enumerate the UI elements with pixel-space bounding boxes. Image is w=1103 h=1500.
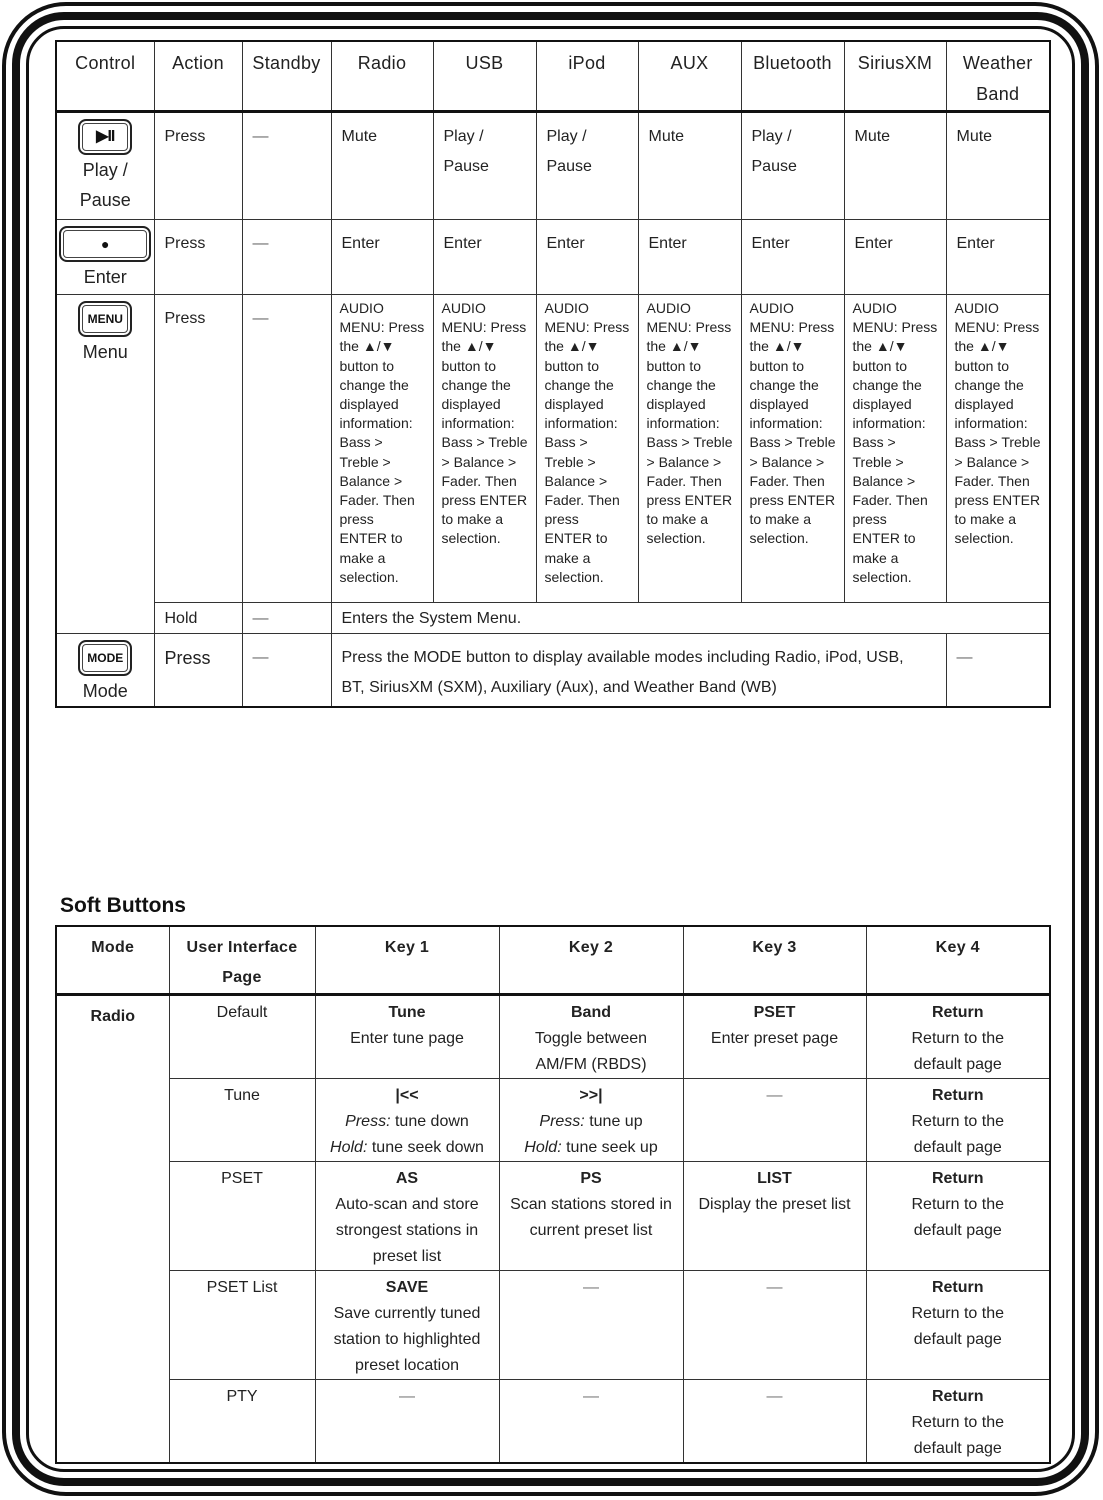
- page-cell: Tune: [169, 1079, 315, 1162]
- row-mode: [56, 634, 1050, 708]
- header-ipod: iPod: [536, 41, 638, 112]
- standby-cell: —: [242, 112, 331, 220]
- row-menu-hold: [56, 603, 1050, 634]
- ipod-cell: Play / Pause: [536, 112, 638, 220]
- key-name: >>|: [579, 1087, 603, 1104]
- key3-cell: [683, 1162, 866, 1271]
- standby-cell: —: [242, 634, 331, 708]
- row-play-pause: [56, 112, 1050, 220]
- press-label: Press:: [539, 1113, 585, 1130]
- bluetooth-cell: AUDIO MENU: Press the ▲/▼ button to change the displayed information: Bass > Treble > Balance > Fader. Then press ENTER to make a selection.: [741, 295, 844, 603]
- soft-row-tune: [56, 1079, 1050, 1162]
- key-name: Return: [931, 1279, 984, 1296]
- key-desc: [506, 1135, 677, 1161]
- action-cell: Press: [154, 634, 242, 708]
- key-desc: Save currently tuned station to highlighted preset location: [333, 1305, 481, 1374]
- header-mode: Mode: [56, 926, 169, 995]
- key2-cell: —: [499, 1271, 683, 1380]
- key2-cell: —: [499, 1380, 683, 1464]
- usb-cell: Play / Pause: [433, 112, 536, 220]
- key-name: LIST: [757, 1170, 792, 1187]
- bluetooth-cell: Play / Pause: [741, 112, 844, 220]
- key3-cell: —: [683, 1079, 866, 1162]
- radio-cell: Mute: [331, 112, 433, 220]
- page-cell: PSET List: [169, 1271, 315, 1380]
- key-desc: Return to the default page: [911, 1030, 1004, 1073]
- soft-buttons-title: Soft Buttons: [60, 894, 186, 917]
- weather-cell: —: [946, 634, 1050, 708]
- control-play-pause: [56, 112, 154, 220]
- key-name: PSET: [753, 1004, 796, 1021]
- key2-cell: [499, 995, 683, 1079]
- press-text: tune down: [394, 1113, 469, 1130]
- ipod-cell: AUDIO MENU: Press the ▲/▼ button to change the displayed information: Bass > Treble > Balance > Fader. Then press ENTER to make a selection.: [536, 295, 638, 603]
- header-key-4: Key 4: [866, 926, 1050, 995]
- weather-cell: Mute: [946, 112, 1050, 220]
- header-control: Control: [56, 41, 154, 112]
- press-text: tune up: [589, 1113, 643, 1130]
- key-desc: [506, 1109, 677, 1135]
- siriusxm-cell: AUDIO MENU: Press the ▲/▼ button to change the displayed information: Bass > Treble > Balance > Fader. Then press ENTER to make a selection.: [844, 295, 946, 603]
- action-cell: Press: [154, 295, 242, 603]
- key-name: AS: [395, 1170, 419, 1187]
- key-desc: Return to the default page: [911, 1414, 1004, 1457]
- key-desc: Toggle between AM/FM (RBDS): [534, 1030, 648, 1073]
- hold-label: Hold:: [524, 1139, 562, 1156]
- soft-buttons-table: [55, 925, 1051, 1464]
- key4-cell: [866, 1162, 1050, 1271]
- key1-cell: [315, 1271, 499, 1380]
- press-label: Press:: [345, 1113, 391, 1130]
- control-label: Play / Pause: [79, 160, 131, 210]
- key-desc: Return to the default page: [911, 1196, 1004, 1239]
- control-enter: [56, 220, 154, 295]
- header-aux: AUX: [638, 41, 741, 112]
- key3-cell: [683, 995, 866, 1079]
- page-cell: PSET: [169, 1162, 315, 1271]
- radio-cell: Enter: [331, 220, 433, 295]
- soft-row-pset: [56, 1162, 1050, 1271]
- key-name: Return: [931, 1170, 984, 1187]
- page-cell: PTY: [169, 1380, 315, 1464]
- siriusxm-cell: Mute: [844, 112, 946, 220]
- play-pause-icon: ▶II: [78, 119, 132, 155]
- key3-cell: —: [683, 1271, 866, 1380]
- radio-cell: AUDIO MENU: Press the ▲/▼ button to change the displayed information: Bass > Treble > Balance > Fader. Then press ENTER to make a selection.: [331, 295, 433, 603]
- key3-cell: —: [683, 1380, 866, 1464]
- key-name: Return: [931, 1004, 984, 1021]
- key2-cell: [499, 1079, 683, 1162]
- mode-description-cell: Press the MODE button to display available modes including Radio, iPod, USB, BT, SiriusXM (SXM), Auxiliary (Aux), and Weather Band (WB): [331, 634, 946, 708]
- hold-description-cell: Enters the System Menu.: [331, 603, 1050, 634]
- action-cell: Hold: [154, 603, 242, 634]
- key-desc: Enter tune page: [350, 1030, 464, 1047]
- bluetooth-cell: Enter: [741, 220, 844, 295]
- key-desc: [322, 1109, 493, 1135]
- enter-dot-icon: ●: [59, 226, 151, 262]
- aux-cell: AUDIO MENU: Press the ▲/▼ button to change the displayed information: Bass > Treble > Balance > Fader. Then press ENTER to make a selection.: [638, 295, 741, 603]
- soft-header-row: [56, 926, 1050, 995]
- header-key-3: Key 3: [683, 926, 866, 995]
- mode-icon: MODE: [78, 640, 132, 676]
- key4-cell: [866, 1380, 1050, 1464]
- control-label: Mode: [82, 681, 128, 701]
- header-key-2: Key 2: [499, 926, 683, 995]
- key4-cell: [866, 1079, 1050, 1162]
- aux-cell: Mute: [638, 112, 741, 220]
- key-desc: Return to the default page: [911, 1113, 1004, 1156]
- key-name: PS: [580, 1170, 602, 1187]
- controls-table: [55, 40, 1051, 708]
- ipod-cell: Enter: [536, 220, 638, 295]
- control-label: Menu: [82, 342, 128, 362]
- header-ui-page: User Interface Page: [169, 926, 315, 995]
- soft-row-default: [56, 995, 1050, 1079]
- usb-cell: AUDIO MENU: Press the ▲/▼ button to change the displayed information: Bass > Treble > Balance > Fader. Then press ENTER to make a selection.: [433, 295, 536, 603]
- controls-header-row: [56, 41, 1050, 112]
- header-weather-band: Weather Band: [946, 41, 1050, 112]
- key-desc: Enter preset page: [710, 1030, 839, 1047]
- key-desc: [322, 1135, 493, 1161]
- key-name: SAVE: [385, 1279, 429, 1296]
- standby-cell: —: [242, 603, 331, 634]
- standby-cell: —: [242, 295, 331, 603]
- header-siriusxm: SiriusXM: [844, 41, 946, 112]
- action-cell: Press: [154, 220, 242, 295]
- key2-cell: [499, 1162, 683, 1271]
- row-enter: [56, 220, 1050, 295]
- key-desc: Scan stations stored in current preset list: [510, 1196, 672, 1239]
- key1-cell: [315, 1162, 499, 1271]
- action-cell: Press: [154, 112, 242, 220]
- page-cell: Default: [169, 995, 315, 1079]
- soft-row-pset-list: [56, 1271, 1050, 1380]
- key1-cell: —: [315, 1380, 499, 1464]
- control-menu: [56, 295, 154, 634]
- header-action: Action: [154, 41, 242, 112]
- control-mode: [56, 634, 154, 708]
- header-bluetooth: Bluetooth: [741, 41, 844, 112]
- standby-cell: —: [242, 220, 331, 295]
- hold-text: tune seek down: [371, 1139, 484, 1156]
- key-name: Tune: [388, 1004, 426, 1021]
- aux-cell: Enter: [638, 220, 741, 295]
- siriusxm-cell: Enter: [844, 220, 946, 295]
- key-name: Return: [931, 1388, 984, 1405]
- key-name: Band: [571, 1004, 611, 1021]
- key1-cell: [315, 995, 499, 1079]
- header-usb: USB: [433, 41, 536, 112]
- usb-cell: Enter: [433, 220, 536, 295]
- key-name: Return: [931, 1087, 984, 1104]
- hold-text: tune seek up: [566, 1139, 658, 1156]
- row-menu: [56, 295, 1050, 603]
- key-name: |<<: [395, 1087, 419, 1104]
- key1-cell: [315, 1079, 499, 1162]
- weather-cell: Enter: [946, 220, 1050, 295]
- key-desc: Return to the default page: [911, 1305, 1004, 1348]
- key-desc: Auto-scan and store strongest stations in preset list: [335, 1196, 479, 1265]
- header-standby: Standby: [242, 41, 331, 112]
- header-key-1: Key 1: [315, 926, 499, 995]
- weather-cell: AUDIO MENU: Press the ▲/▼ button to change the displayed information: Bass > Treble > Balance > Fader. Then press ENTER to make a selection.: [946, 295, 1050, 603]
- soft-row-pty: [56, 1380, 1050, 1464]
- key-desc: Display the preset list: [698, 1196, 851, 1213]
- key4-cell: [866, 1271, 1050, 1380]
- header-radio: Radio: [331, 41, 433, 112]
- key4-cell: [866, 995, 1050, 1079]
- hold-label: Hold:: [330, 1139, 368, 1156]
- mode-radio-cell: Radio: [56, 995, 169, 1464]
- menu-icon: MENU: [78, 301, 132, 337]
- control-label: Enter: [83, 267, 127, 287]
